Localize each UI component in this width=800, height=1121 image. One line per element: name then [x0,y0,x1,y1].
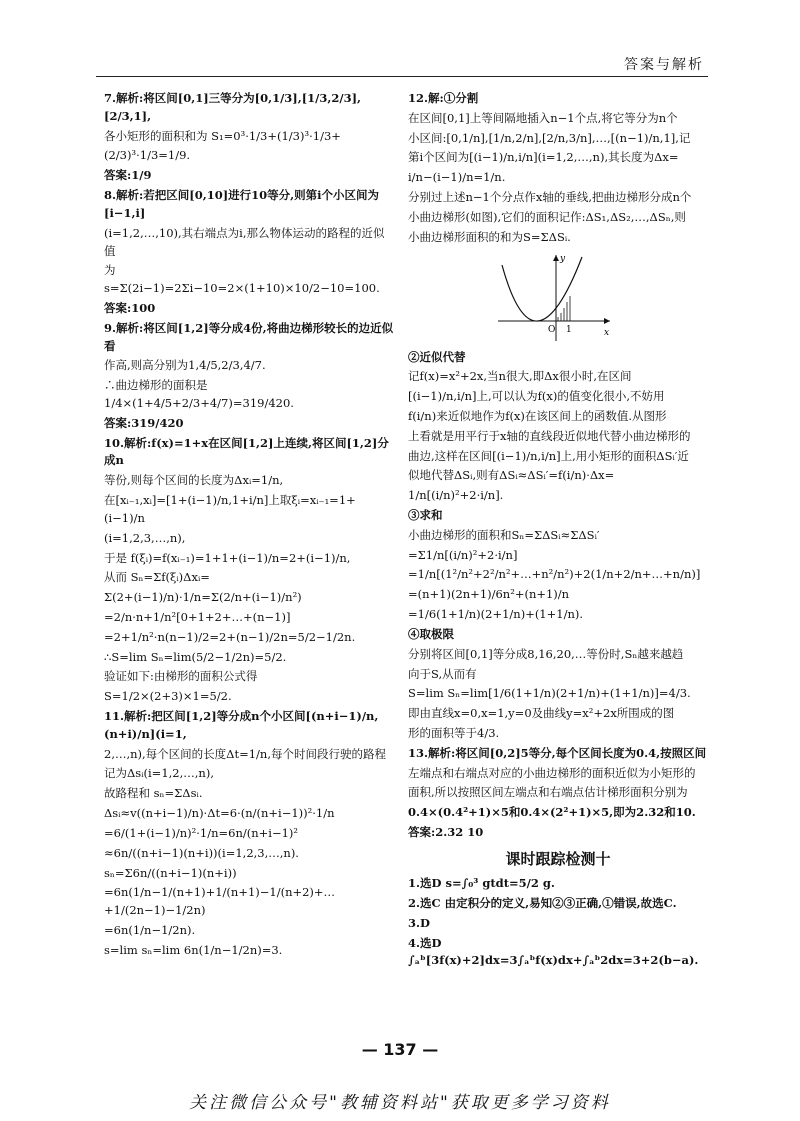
text-line: S=lim Sₙ=lim[1/6(1+1/n)(2+1/n)+(1+1/n)]=4/3. [408,686,691,701]
text-line: 形的面积等于4/3. [408,725,500,740]
text-line: 2,…,n),每个区间的长度Δt=1/n,每个时间段行驶的路程 [104,746,386,761]
text-line: 为 s=Σ(2i−1)=2Σi−10=2×(1+10)×10/2−10=100. [104,263,380,296]
text-line: 答案:2.32 10 [408,825,484,839]
parabola-figure [494,251,614,343]
text-line: 似地代替ΔSᵢ,则有ΔSᵢ≈ΔSᵢ′=f(i/n)·Δx= [408,468,615,483]
footer-note: 关注微信公众号"教辅资料站"获取更多学习资料 [189,1093,611,1113]
text-line: 在[xᵢ₋₁,xᵢ]=[1+(i−1)/n,1+i/n]上取ξᵢ=xᵢ₋₁=1+(i−1)/n [104,493,356,525]
text-line: 1/n[(i/n)²+2·i/n]. [408,488,504,503]
problem-12-part1 [408,90,708,247]
text-line: 答案:1/9 [104,168,152,183]
text-line: 记f(x)=x²+2x,当n很大,即Δx很小时,在区间 [408,369,632,384]
text-line: [(i−1)/n,i/n]上,可以认为f(x)的值变化很小,不妨用 [408,389,665,404]
text-line: 小区间:[0,1/n],[1/n,2/n],[2/n,3/n],…,[(n−1)/n,1],记 [408,130,691,145]
text-line: 13.解析:将区间[0,2]5等分,每个区间长度为0.4,按照区间 [408,745,707,760]
text-line: 11.解析:把区间[1,2]等分成n个小区间[(n+i−1)/n,(n+i)/n](i=1, [104,709,379,741]
header-title: 答案与解析 [624,57,704,73]
text-line: 分别将区间[0,1]等分成8,16,20,…等份时,Sₙ越来越趋 [408,646,684,661]
text-line: ②近似代替 [408,349,466,364]
text-line: 于是 f(ξᵢ)=f(xᵢ₋₁)=1+1+(i−1)/n=2+(i−1)/n, [104,550,351,565]
text-line: sₙ=Σ6n/((n+i−1)(n+i)) [104,865,237,880]
text-line: 验证如下:由梯形的面积公式得 [104,669,258,684]
text-line: (i=1,2,…,10),其右端点为i,那么物体运动的路程的近似值 [104,225,385,258]
text-line: =1/n[(1²/n²+2²/n²+…+n²/n²)+2(1/n+2/n+…+n/n)] [408,567,701,582]
text-line: =2/n·n+1/n²[0+1+2+…+(n−1)] [104,609,291,624]
text-line: 面积,所以按照区间左端点和右端点估计梯形面积分别为 [408,785,688,800]
y-label: y [560,253,566,264]
text-line: (2/3)³·1/3=1/9. [104,148,191,163]
text-line: ∴S=lim Sₙ=lim(5/2−1/2n)=5/2. [104,649,287,664]
text-line: 10.解析:f(x)=1+x在区间[1,2]上连续,将区间[1,2]分成n [104,435,389,468]
text-line: Σ(2+(i−1)/n)·1/n=Σ(2/n+(i−1)/n²) [104,590,302,605]
left-column [104,90,394,962]
text-line: S=1/2×(2+3)×1=5/2. [104,689,232,704]
text-line: =6/(1+(i−1)/n)²·1/n=6n/(n+i−1)² [104,825,298,840]
text-line: 12.解:①分割 [408,91,479,105]
right-column [408,90,708,972]
text-line: 小曲边梯形面积的和为S=ΣΔSᵢ. [408,229,571,244]
text-line: (i=1,2,3,…,n), [104,530,186,545]
text-line: 答案:100 [104,300,156,315]
text-line: =Σ1/n[(i/n)²+2·i/n] [408,547,518,562]
tick-one-label: 1 [566,324,572,335]
text-line: 记为Δsᵢ(i=1,2,…,n), [104,766,214,781]
text-line: 曲边,这样在区间[(i−1)/n,i/n]上,用小矩形的面积ΔSᵢ′近 [408,448,689,463]
text-line: i/n−(i−1)/n=1/n. [408,170,506,185]
text-line: ③求和 [408,508,443,522]
text-line: =6n(1/n−1/2n). [104,922,196,937]
text-line: =(n+1)(2n+1)/6n²+(n+1)/n [408,587,570,602]
answer-line: 2.选C 由定积分的定义,易知②③正确,①错误,故选C. [408,895,677,910]
answer-line: 3.D [408,915,430,930]
text-line: 各小矩形的面积和为 S₁=0³·1/3+(1/3)³·1/3+ [104,128,341,143]
text-line: 分别过上述n−1个分点作x轴的垂线,把曲边梯形分成n个 [408,190,692,205]
text-line: ∴曲边梯形的面积是1/4×(1+4/5+2/3+4/7)=319/420. [104,378,294,410]
text-line: 作高,则高分别为1,4/5,2/3,4/7. [104,358,266,373]
text-line: =1/6(1+1/n)(2+1/n)+(1+1/n). [408,607,584,622]
text-line: Δsᵢ≈v((n+i−1)/n)·Δt=6·(n/(n+i−1))²·1/n [104,806,335,821]
text-line: ④取极限 [408,626,454,641]
text-line: 左端点和右端点对应的小曲边梯形的面积近似为小矩形的 [408,765,696,780]
text-line: 0.4×(0.4²+1)×5和0.4×(2²+1)×5,即为2.32和10. [408,805,696,820]
origin-label: O [548,324,556,335]
text-line: 故路程和 sₙ=ΣΔsᵢ. [104,786,203,801]
text-line: f(i/n)来近似地作为f(x)在该区间上的函数值.从图形 [408,408,667,423]
answers-list [408,875,708,970]
text-line: 8.解析:若把区间[0,10]进行10等分,则第i个小区间为[i−1,i] [104,188,380,220]
text-line: 小曲边梯形(如图),它们的面积记作:ΔS₁,ΔS₂,…,ΔSₙ,则 [408,209,686,224]
text-line: 第i个区间为[(i−1)/n,i/n](i=1,2,…,n),其长度为Δx= [408,150,679,165]
problem-12-part2 [408,349,708,842]
text-line: 小曲边梯形的面积和Sₙ=ΣΔSᵢ≈ΣΔSᵢ′ [408,527,600,542]
section-title: 课时跟踪检测十 [505,849,611,868]
text-line: =6n(1/n−1/(n+1)+1/(n+1)−1/(n+2)+…+1/(2n−1)−1/2n) [104,885,336,918]
page-header [96,40,708,77]
text-line: 7.解析:将区间[0,1]三等分为[0,1/3],[1/3,2/3],[2/3,1], [104,91,362,123]
text-line: =2+1/n²·n(n−1)/2=2+(n−1)/2n=5/2−1/2n. [104,629,356,644]
answer-line: 4.选D ∫ₐᵇ[3f(x)+2]dx=3∫ₐᵇf(x)dx+∫ₐᵇ2dx=3+2(b−a). [408,935,699,968]
text-line: s=lim sₙ=lim 6n(1/n−1/2n)=3. [104,942,283,957]
page-number: — 137 — [361,1040,439,1059]
text-line: 向于S,从而有 [408,666,477,681]
text-line: 即由直线x=0,x=1,y=0及曲线y=x²+2x所围成的图 [408,706,675,721]
text-line: 9.解析:将区间[1,2]等分成4份,将曲边梯形较长的边近似看 [104,320,394,353]
text-line: 答案:319/420 [104,415,184,430]
x-label: x [604,327,610,338]
answer-line: 1.选D s=∫₀³ gtdt=5/2 g. [408,876,555,891]
text-line: 从而 Sₙ=Σf(ξᵢ)Δxᵢ= [104,570,210,585]
text-line: ≈6n/((n+i−1)(n+i))(i=1,2,3,…,n). [104,845,299,860]
text-line: 在区间[0,1]上等间隔地插入n−1个点,将它等分为n个 [408,110,678,125]
text-line: 等份,则每个区间的长度为Δxᵢ=1/n, [104,473,284,488]
text-line: 上看就是用平行于x轴的直线段近似地代替小曲边梯形的 [408,428,691,443]
